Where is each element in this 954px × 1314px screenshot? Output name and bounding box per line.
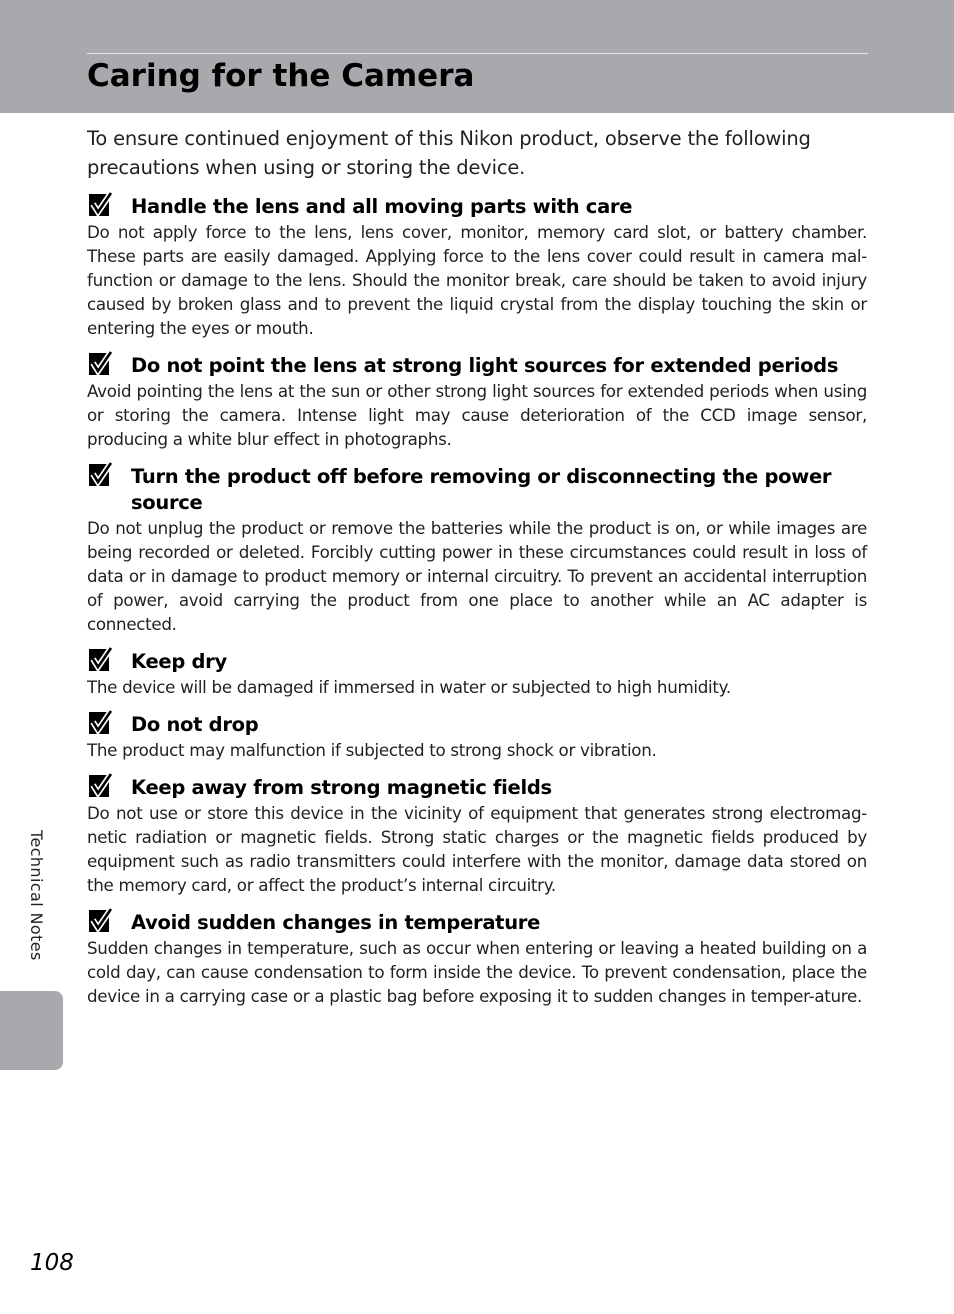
section-magnetic-fields bbox=[87, 775, 867, 897]
section-title: Handle the lens and all moving parts with care bbox=[131, 195, 633, 218]
section-body: Do not unplug the product or remove the batteries while the product is on, or while images are being recorded or deleted. Forcibly cutting power in these circumstances could result in loss of data or in damage to product memory or internal circuitry. To prevent an accidental interruption of power, avoid carrying the product from one place to another while an AC adapter is connected. bbox=[87, 518, 867, 634]
section-heading bbox=[87, 712, 867, 738]
section-title: Do not point the lens at strong light sources for extended periods bbox=[131, 354, 839, 377]
checkmark-box-icon bbox=[87, 710, 113, 736]
section-keep-dry bbox=[87, 649, 867, 699]
header-band bbox=[0, 0, 954, 113]
section-body: The device will be damaged if immersed in water or subjected to high humidity. bbox=[87, 677, 731, 697]
header-rule bbox=[87, 53, 868, 54]
section-body: Do not use or store this device in the vicinity of equipment that generates strong electromag-netic radiation or magnetic fields. Strong static charges or the magnetic fields produced by equipment such as radio transmitters could interfere with the monitor, damage data stored on the memory card, or affect the product’s internal circuitry. bbox=[87, 803, 867, 895]
section-heading bbox=[87, 194, 867, 220]
section-lens-care bbox=[87, 194, 867, 340]
section-body: The product may malfunction if subjected to strong shock or vibration. bbox=[87, 740, 657, 760]
section-heading bbox=[87, 464, 867, 516]
section-body: Avoid pointing the lens at the sun or other strong light sources for extended periods when using or storing the camera. Intense light may cause deterioration of the CCD image sensor, producing a white blur effect in photographs. bbox=[87, 381, 867, 449]
section-power-off bbox=[87, 464, 867, 636]
checkmark-box-icon bbox=[87, 647, 113, 673]
section-title: Keep dry bbox=[131, 650, 227, 673]
section-heading bbox=[87, 353, 867, 379]
section-body: Sudden changes in temperature, such as occur when entering or leaving a heated building on a cold day, can cause condensation to form inside the device. To prevent condensation, place the device in a carrying case or a plastic bag before exposing it to sudden changes in temper-ature. bbox=[87, 938, 867, 1006]
side-tab bbox=[0, 991, 63, 1070]
checkmark-box-icon bbox=[87, 192, 113, 218]
intro-paragraph: To ensure continued enjoyment of this Nikon product, observe the following precautions when using or storing the device. bbox=[87, 127, 811, 179]
page-title: Caring for the Camera bbox=[87, 58, 475, 94]
section-title: Turn the product off before removing or disconnecting the power source bbox=[131, 465, 832, 514]
section-temperature bbox=[87, 910, 867, 1008]
section-heading bbox=[87, 649, 867, 675]
section-title: Avoid sudden changes in temperature bbox=[131, 911, 541, 934]
checkmark-box-icon bbox=[87, 773, 113, 799]
page-number: 108 bbox=[30, 1250, 74, 1276]
checkmark-box-icon bbox=[87, 908, 113, 934]
section-do-not-drop bbox=[87, 712, 867, 762]
section-strong-light bbox=[87, 353, 867, 451]
section-title: Keep away from strong magnetic fields bbox=[131, 776, 552, 799]
section-body: Do not apply force to the lens, lens cover, monitor, memory card slot, or battery chamber. These parts are easily damaged. Applying force to the lens cover could result in camera mal-function or damage to the lens. Should the monitor break, care should be taken to avoid injury caused by broken glass and to prevent the liquid crystal from the display touching the skin or entering the eyes or mouth. bbox=[87, 222, 867, 338]
section-heading bbox=[87, 775, 867, 801]
checkmark-box-icon bbox=[87, 462, 113, 488]
checkmark-box-icon bbox=[87, 351, 113, 377]
section-title: Do not drop bbox=[131, 713, 259, 736]
page-content bbox=[87, 124, 867, 1021]
side-tab-label: Technical Notes bbox=[27, 830, 46, 961]
section-heading bbox=[87, 910, 867, 936]
